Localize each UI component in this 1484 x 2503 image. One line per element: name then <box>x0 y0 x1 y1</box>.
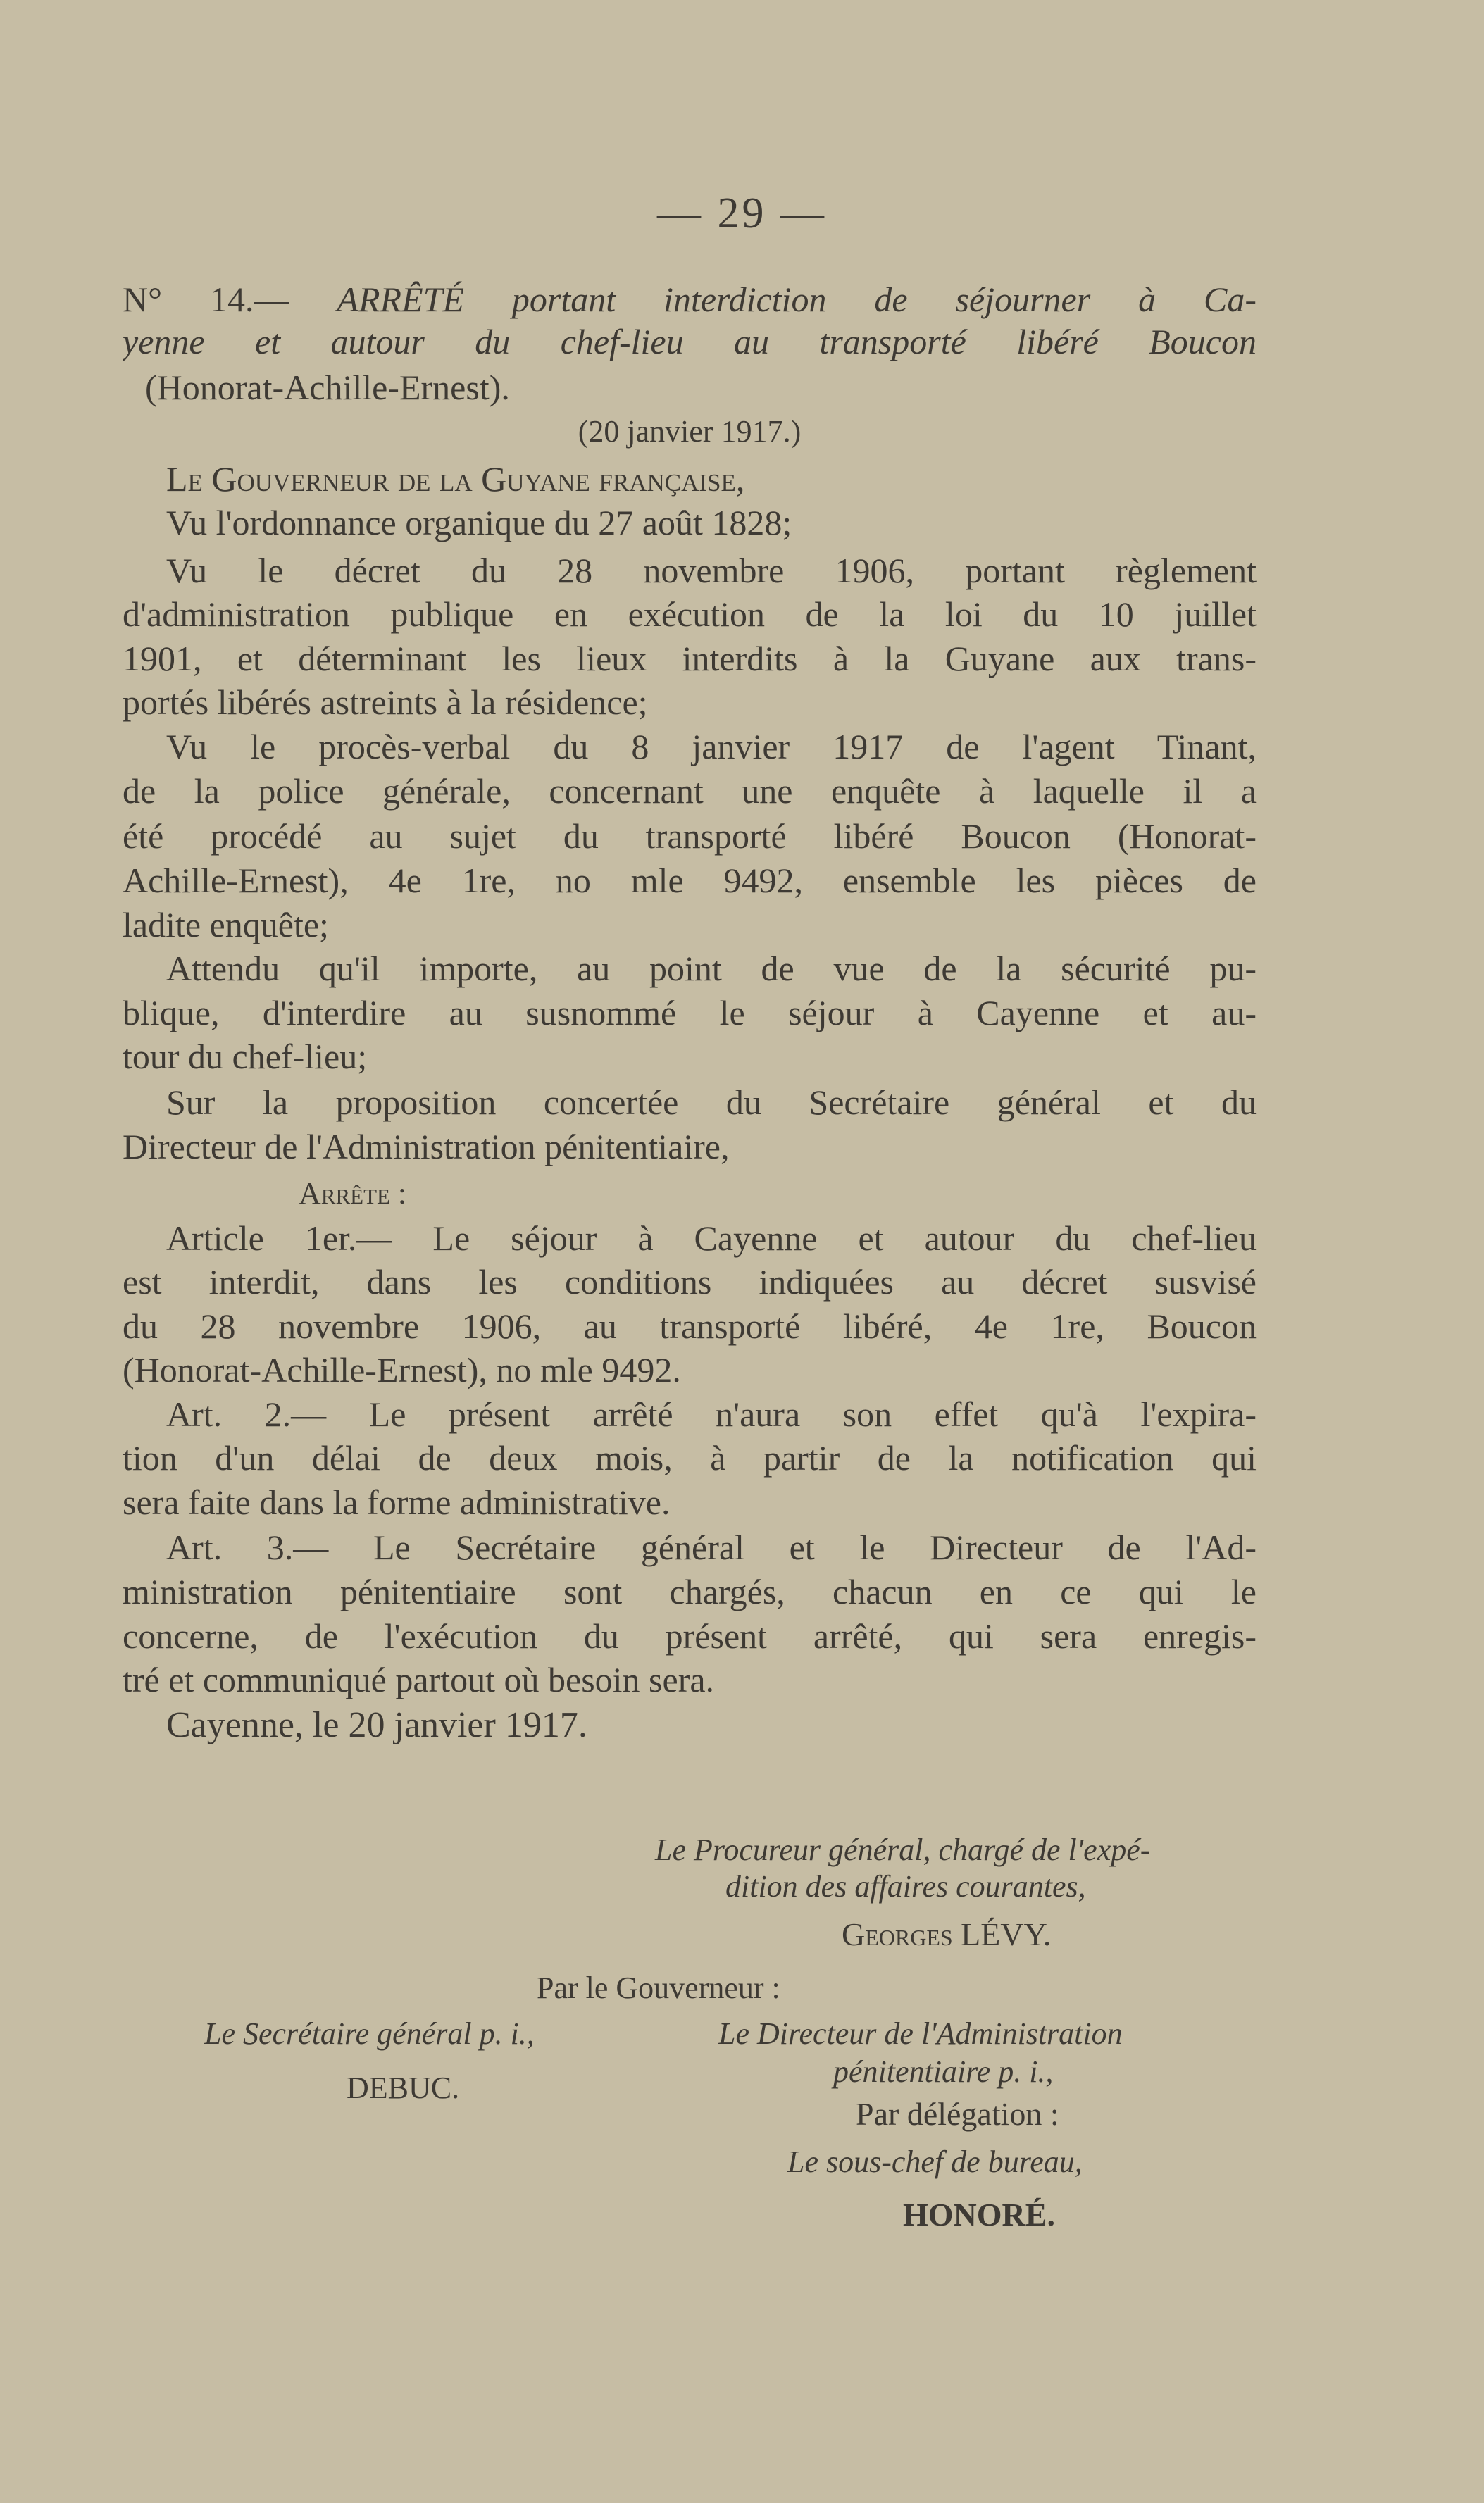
body-line: portés libérés astreints à la résidence; <box>123 682 648 722</box>
arrete-heading: Arrête : <box>299 1176 407 1211</box>
body-line: du 28 novembre 1906, au transporté libéré, 4e 1re, Boucon <box>123 1306 1257 1346</box>
body-line: Art. 2.— Le présent arrêté n'aura son effet qu'à l'expira- <box>166 1394 1257 1434</box>
heading-line-3: (Honorat-Achille-Ernest). <box>145 368 510 407</box>
body-line: d'administration publique en exécution de la loi du 10 juillet <box>123 594 1257 634</box>
body-line: Vu l'ordonnance organique du 27 août 1828; <box>166 503 792 542</box>
decree-date: (20 janvier 1917.) <box>578 414 802 449</box>
decree-number: N° 14.— <box>123 280 289 319</box>
body-line: ladite enquête; <box>123 905 329 944</box>
body-line: Sur la proposition concertée du Secrétaire général et du <box>166 1082 1257 1122</box>
body-line: concerne, de l'exécution du présent arrêté, qui sera enregis- <box>123 1616 1257 1656</box>
body-line: Art. 3.— Le Secrétaire général et le Directeur de l'Ad- <box>166 1528 1257 1567</box>
procureur-signature: Georges LÉVY. <box>842 1916 1052 1952</box>
body-line: est interdit, dans les conditions indiquées au décret susvisé <box>123 1262 1257 1302</box>
body-line: (Honorat-Achille-Ernest), no mle 9492. <box>123 1350 681 1390</box>
procureur-title-line-2: dition des affaires courantes, <box>725 1869 1086 1904</box>
heading-title: ARRÊTÉ portant interdiction de séjourner à Ca- <box>337 280 1257 319</box>
par-delegation: Par délégation : <box>856 2096 1059 2132</box>
body-line: tré et communiqué partout où besoin sera. <box>123 1660 715 1699</box>
page-number: — 29 — <box>657 189 827 237</box>
body-line: tour du chef-lieu; <box>123 1037 368 1076</box>
sous-chef-signature: HONORÉ. <box>903 2197 1055 2233</box>
body-line: sera faite dans la forme administrative. <box>123 1483 671 1522</box>
procureur-title-line-1: Le Procureur général, chargé de l'expé- <box>655 1833 1151 1867</box>
directeur-title-line-2: pénitentiaire p. i., <box>833 2054 1054 2089</box>
heading-line-1 <box>123 278 1257 320</box>
body-line: été procédé au sujet du transporté libéré Boucon (Honorat- <box>123 816 1257 856</box>
secretaire-signature: DEBUC. <box>347 2071 460 2105</box>
heading-line-2: yenne et autour du chef-lieu au transporté libéré Boucon <box>123 322 1257 361</box>
place-date-line: Cayenne, le 20 janvier 1917. <box>166 1705 587 1745</box>
directeur-title-line-1: Le Directeur de l'Administration <box>718 2016 1123 2051</box>
sous-chef-title: Le sous-chef de bureau, <box>787 2145 1083 2179</box>
par-le-gouverneur: Par le Gouverneur : <box>537 1971 780 2005</box>
body-line: de la police générale, concernant une enquête à laquelle il a <box>123 771 1257 811</box>
body-line: Vu le procès-verbal du 8 janvier 1917 de l'agent Tinant, <box>166 727 1257 766</box>
secretaire-title: Le Secrétaire général p. i., <box>204 2016 535 2051</box>
body-line: Directeur de l'Administration pénitentiaire, <box>123 1127 730 1166</box>
body-line: Vu le décret du 28 novembre 1906, portant règlement <box>166 551 1257 590</box>
body-line: Article 1er.— Le séjour à Cayenne et autour du chef-lieu <box>166 1218 1257 1258</box>
body-line: 1901, et déterminant les lieux interdits à la Guyane aux trans- <box>123 639 1257 678</box>
body-line: ministration pénitentiaire sont chargés, chacun en ce qui le <box>123 1572 1257 1611</box>
body-line: tion d'un délai de deux mois, à partir de la notification qui <box>123 1438 1257 1478</box>
body-line: Attendu qu'il importe, au point de vue de la sécurité pu- <box>166 949 1257 988</box>
body-line: Achille-Ernest), 4e 1re, no mle 9492, ensemble les pièces de <box>123 861 1257 900</box>
body-line: Le Gouverneur de la Guyane française, <box>166 459 745 499</box>
body-line: blique, d'interdire au susnommé le séjour à Cayenne et au- <box>123 993 1257 1032</box>
